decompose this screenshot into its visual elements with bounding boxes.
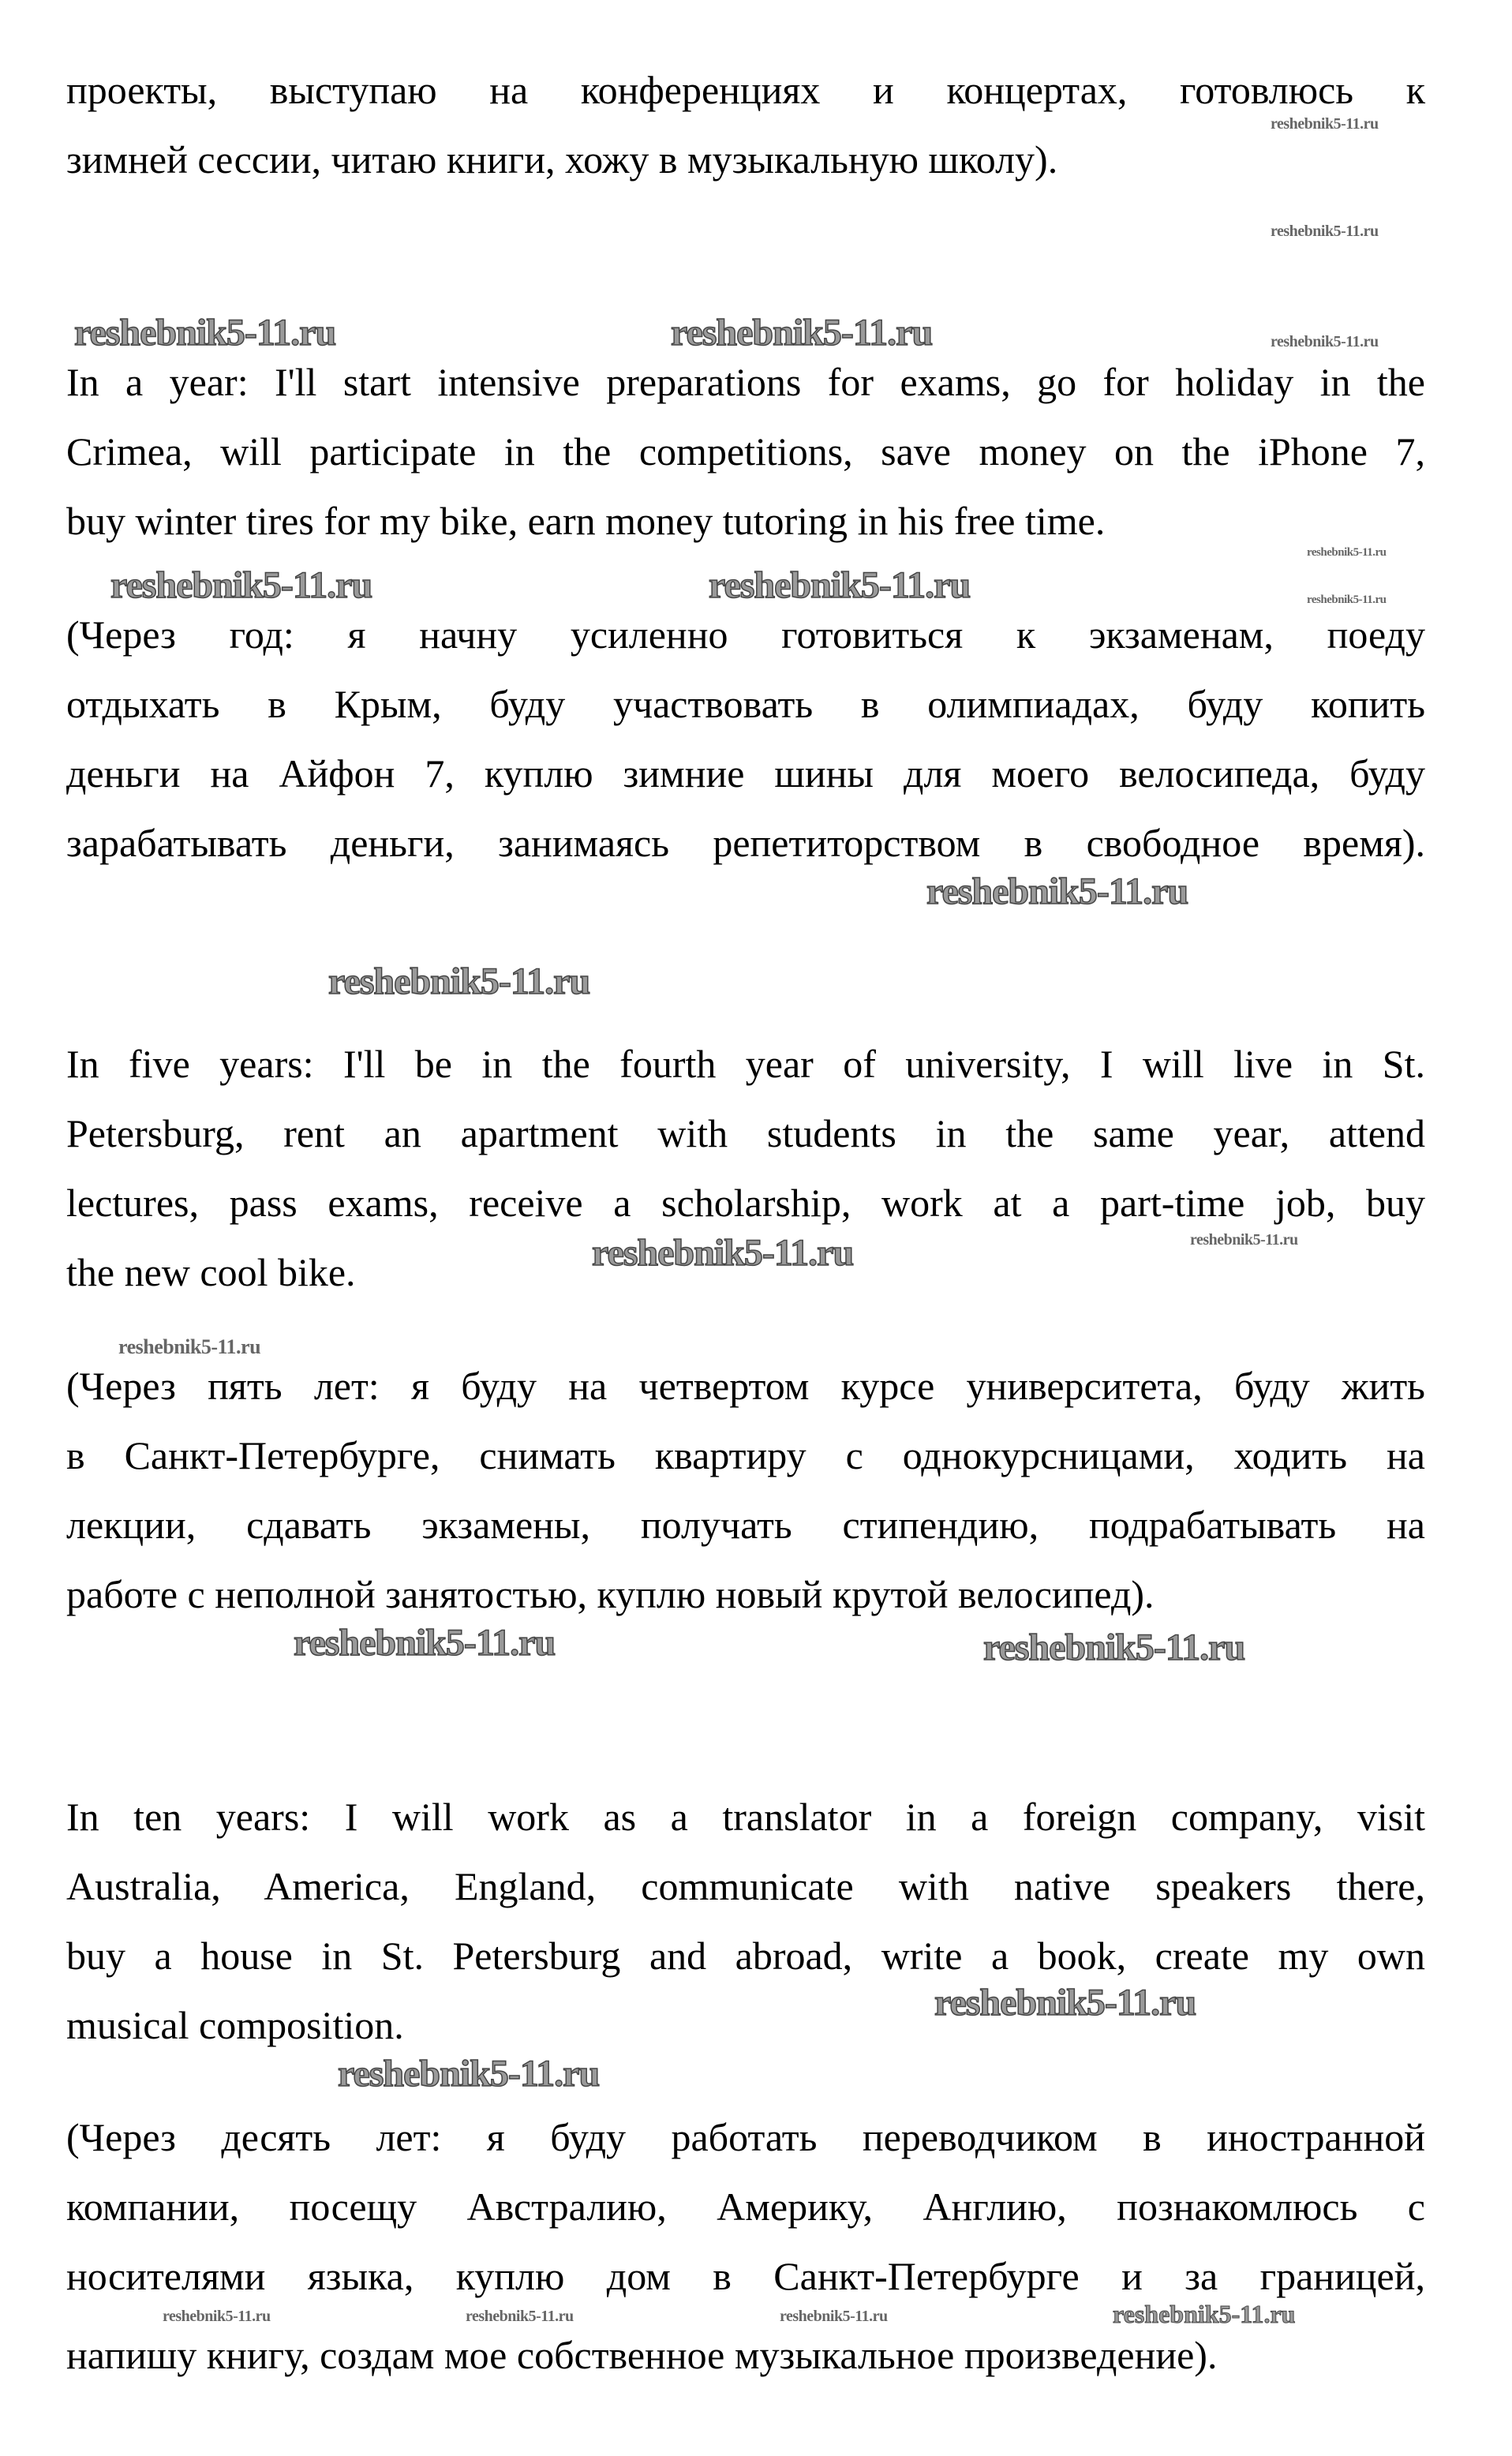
watermark: reshebnik5-11.ru xyxy=(934,1982,1196,2024)
watermark: reshebnik5-11.ru xyxy=(74,312,336,354)
watermark: reshebnik5-11.ru xyxy=(1307,593,1387,606)
text-line: в Санкт-Петербурге, снимать квартиру с однокурсницами, ходить на xyxy=(66,1433,1425,1477)
text-line: In ten years: I will work as a translator in a foreign company, visit xyxy=(66,1795,1425,1839)
text-line: зимней сессии, читаю книги, хожу в музыкальную школу). xyxy=(66,137,1058,182)
watermark: reshebnik5-11.ru xyxy=(294,1622,556,1664)
text-line: (Через пять лет: я буду на четвертом курсе университета, буду жить xyxy=(66,1364,1425,1408)
watermark: reshebnik5-11.ru xyxy=(1271,223,1379,240)
text-line: buy winter tires for my bike, earn money tutoring in his free time. xyxy=(66,499,1106,543)
watermark: reshebnik5-11.ru xyxy=(592,1232,854,1274)
paragraph-one-year-ru xyxy=(66,600,1425,878)
text-line: Australia, America, England, communicate with native speakers there, xyxy=(66,1864,1425,1908)
text-line: лекции, сдавать экзамены, получать стипендию, подрабатывать на xyxy=(66,1503,1425,1547)
watermark: reshebnik5-11.ru xyxy=(926,870,1188,912)
watermark: reshebnik5-11.ru xyxy=(671,312,933,354)
text-line: отдыхать в Крым, буду участвовать в олимпиадах, буду копить xyxy=(66,682,1425,726)
text-line: деньги на Айфон 7, куплю зимние шины для моего велосипеда, буду xyxy=(66,751,1425,796)
watermark: reshebnik5-11.ru xyxy=(163,2308,271,2325)
paragraph-five-years-ru xyxy=(66,1351,1425,1629)
text-line: Petersburg, rent an apartment with students in the same year, attend xyxy=(66,1111,1425,1155)
watermark: reshebnik5-11.ru xyxy=(118,1335,261,1358)
watermark: reshebnik5-11.ru xyxy=(1190,1231,1298,1249)
watermark: reshebnik5-11.ru xyxy=(328,960,590,1002)
watermark: reshebnik5-11.ru xyxy=(110,564,372,606)
text-line: компании, посещу Австралию, Америку, Англию, познакомлюсь с xyxy=(66,2185,1425,2229)
text-line: (Через десять лет: я буду работать переводчиком в иностранной xyxy=(66,2115,1425,2159)
text-line: напишу книгу, создам мое собственное музыкальное произведение). xyxy=(66,2333,1218,2377)
text-line: (Через год: я начну усиленно готовиться к экзаменам, поеду xyxy=(66,612,1425,657)
watermark: reshebnik5-11.ru xyxy=(338,2053,600,2095)
text-line: носителями языка, куплю дом в Санкт-Петербурге и за границей, xyxy=(66,2254,1425,2298)
watermark: reshebnik5-11.ru xyxy=(780,2308,888,2325)
paragraph-ten-years-ru xyxy=(66,2102,1425,2390)
watermark: reshebnik5-11.ru xyxy=(1113,2300,1296,2328)
paragraph-intro-ru xyxy=(66,55,1425,194)
watermark: reshebnik5-11.ru xyxy=(466,2308,574,2325)
watermark: reshebnik5-11.ru xyxy=(1271,333,1379,350)
watermark: reshebnik5-11.ru xyxy=(983,1627,1245,1668)
text-line: Crimea, will participate in the competitions, save money on the iPhone 7, xyxy=(66,429,1425,474)
text-line: buy a house in St. Petersburg and abroad, write a book, create my own xyxy=(66,1934,1425,1978)
watermark: reshebnik5-11.ru xyxy=(1307,546,1387,559)
watermark: reshebnik5-11.ru xyxy=(1271,115,1379,133)
text-line: работе с неполной занятостью, куплю новый крутой велосипед). xyxy=(66,1572,1155,1616)
text-line: lectures, pass exams, receive a scholarship, work at a part-time job, buy xyxy=(66,1181,1425,1225)
text-line: зарабатывать деньги, занимаясь репетиторством в свободное время). xyxy=(66,821,1425,865)
paragraph-one-year-en xyxy=(66,347,1425,556)
paragraph-ten-years-en xyxy=(66,1782,1425,2060)
text-line: проекты, выступаю на конференциях и концертах, готовлюсь к xyxy=(66,68,1425,112)
watermark: reshebnik5-11.ru xyxy=(709,564,971,606)
text-line: the new cool bike. xyxy=(66,1250,356,1294)
text-line: In a year: I'll start intensive preparations for exams, go for holiday in the xyxy=(66,360,1425,404)
text-line: musical composition. xyxy=(66,2003,404,2047)
text-line: In five years: I'll be in the fourth year of university, I will live in St. xyxy=(66,1042,1425,1086)
